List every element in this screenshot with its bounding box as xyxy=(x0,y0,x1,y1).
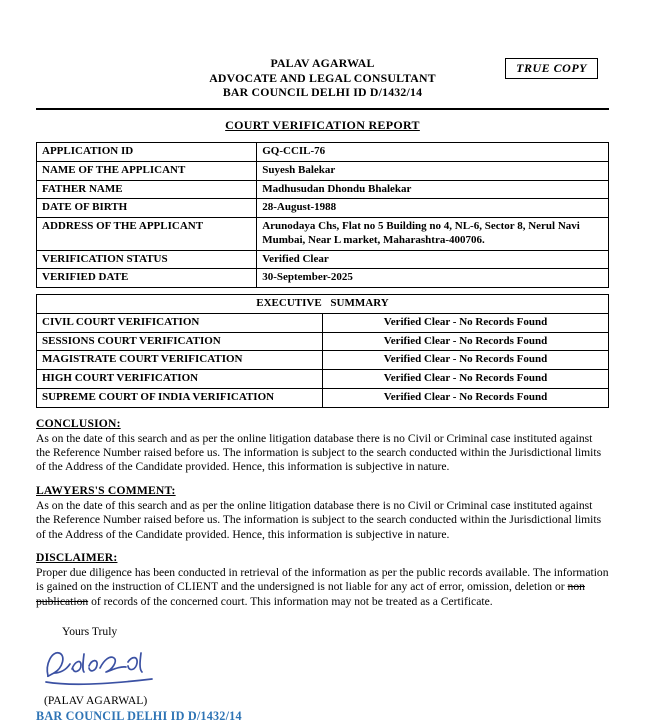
table-row xyxy=(37,313,609,332)
field-label: VERIFIED DATE xyxy=(37,269,257,288)
table-row xyxy=(37,180,609,199)
table-row xyxy=(37,269,609,288)
field-label: ADDRESS OF THE APPLICANT xyxy=(37,218,257,251)
executive-summary-table xyxy=(36,294,609,408)
disclaimer-heading: DISCLAIMER: xyxy=(36,550,118,564)
field-label: APPLICATION ID xyxy=(37,143,257,162)
field-label: NAME OF THE APPLICANT xyxy=(37,161,257,180)
field-value: Verified Clear xyxy=(257,250,609,269)
lawyers-comment-heading: LAWYERS'S COMMENT: xyxy=(36,483,176,497)
signatory-name: (PALAV AGARWAL) xyxy=(44,694,148,708)
header-divider xyxy=(36,108,609,110)
field-value: Madhusudan Dhondu Bhalekar xyxy=(257,180,609,199)
table-row xyxy=(37,332,609,351)
table-row xyxy=(37,143,609,162)
field-value: GQ-CCIL-76 xyxy=(257,143,609,162)
field-value: 28-August-1988 xyxy=(257,199,609,218)
disclaimer-struck-text: non publication xyxy=(36,580,585,608)
verification-label: SUPREME COURT OF INDIA VERIFICATION xyxy=(37,388,323,407)
verification-result: Verified Clear - No Records Found xyxy=(323,370,609,389)
table-row xyxy=(37,295,609,314)
verification-result: Verified Clear - No Records Found xyxy=(323,351,609,370)
signature-scribble-icon xyxy=(40,646,160,690)
disclaimer-body xyxy=(36,566,609,609)
true-copy-stamp xyxy=(505,58,598,79)
signature xyxy=(40,646,609,690)
field-label: FATHER NAME xyxy=(37,180,257,199)
lawyers-comment-section xyxy=(36,484,609,542)
verification-result: Verified Clear - No Records Found xyxy=(323,332,609,351)
disclaimer-text-before: Proper due diligence has been conducted in retrieval of the information as per the public records available. The information is gained on the instruction of CLIENT and the undersigned is not liable for any act of error, omission, deletion or xyxy=(36,565,609,594)
report-title: COURT VERIFICATION REPORT xyxy=(225,118,420,133)
report-title-wrap xyxy=(36,116,609,134)
field-label: VERIFICATION STATUS xyxy=(37,250,257,269)
table-row xyxy=(37,250,609,269)
table-row xyxy=(37,161,609,180)
verification-label: MAGISTRATE COURT VERIFICATION xyxy=(37,351,323,370)
table-row xyxy=(37,370,609,389)
field-value: Arunodaya Chs, Flat no 5 Building no 4, NL-6, Sector 8, Nerul Navi Mumbai, Near L market, Maharashtra-400706. xyxy=(257,218,609,251)
advocate-title: ADVOCATE AND LEGAL CONSULTANT xyxy=(209,70,436,85)
verification-result: Verified Clear - No Records Found xyxy=(323,388,609,407)
conclusion-section xyxy=(36,417,609,475)
conclusion-body: As on the date of this search and as per the online litigation database there is no Civil or Criminal case instituted against the Reference Number raised before us. The information is subject to the search conducted within the Jurisdictional limits of the Address of the Candidate provided. Hence, this information is subjective in nature. xyxy=(36,431,602,474)
true-copy-label: TRUE COPY xyxy=(516,61,587,75)
table-row xyxy=(37,218,609,251)
lawyers-comment-body: As on the date of this search and as per the online litigation database there is no Civil or Criminal case instituted against the Reference Number raised before us. The information is subject to the search conducted within the Jurisdictional limits of the Address of the Candidate provided. Hence, this information is subjective in nature. xyxy=(36,498,602,541)
verification-label: SESSIONS COURT VERIFICATION xyxy=(37,332,323,351)
verification-label: CIVIL COURT VERIFICATION xyxy=(37,313,323,332)
conclusion-heading: CONCLUSION: xyxy=(36,416,121,430)
advocate-name: PALAV AGARWAL xyxy=(270,56,375,70)
field-value: Suyesh Balekar xyxy=(257,161,609,180)
bar-council-id-footer: BAR COUNCIL DELHI ID D/1432/14 xyxy=(36,709,242,724)
table-row xyxy=(37,388,609,407)
executive-summary-title: EXECUTIVE SUMMARY xyxy=(37,295,609,314)
disclaimer-section xyxy=(36,551,609,609)
field-label: DATE OF BIRTH xyxy=(37,199,257,218)
table-row xyxy=(37,199,609,218)
applicant-details-table xyxy=(36,142,609,288)
yours-truly: Yours Truly xyxy=(62,625,118,639)
table-row xyxy=(37,351,609,370)
bar-council-id-header: BAR COUNCIL DELHI ID D/1432/14 xyxy=(222,85,423,100)
disclaimer-text-after: of records of the concerned court. This information may not be treated as a Certificate. xyxy=(88,594,493,608)
verification-result: Verified Clear - No Records Found xyxy=(323,313,609,332)
field-value: 30-September-2025 xyxy=(257,269,609,288)
verification-label: HIGH COURT VERIFICATION xyxy=(37,370,323,389)
